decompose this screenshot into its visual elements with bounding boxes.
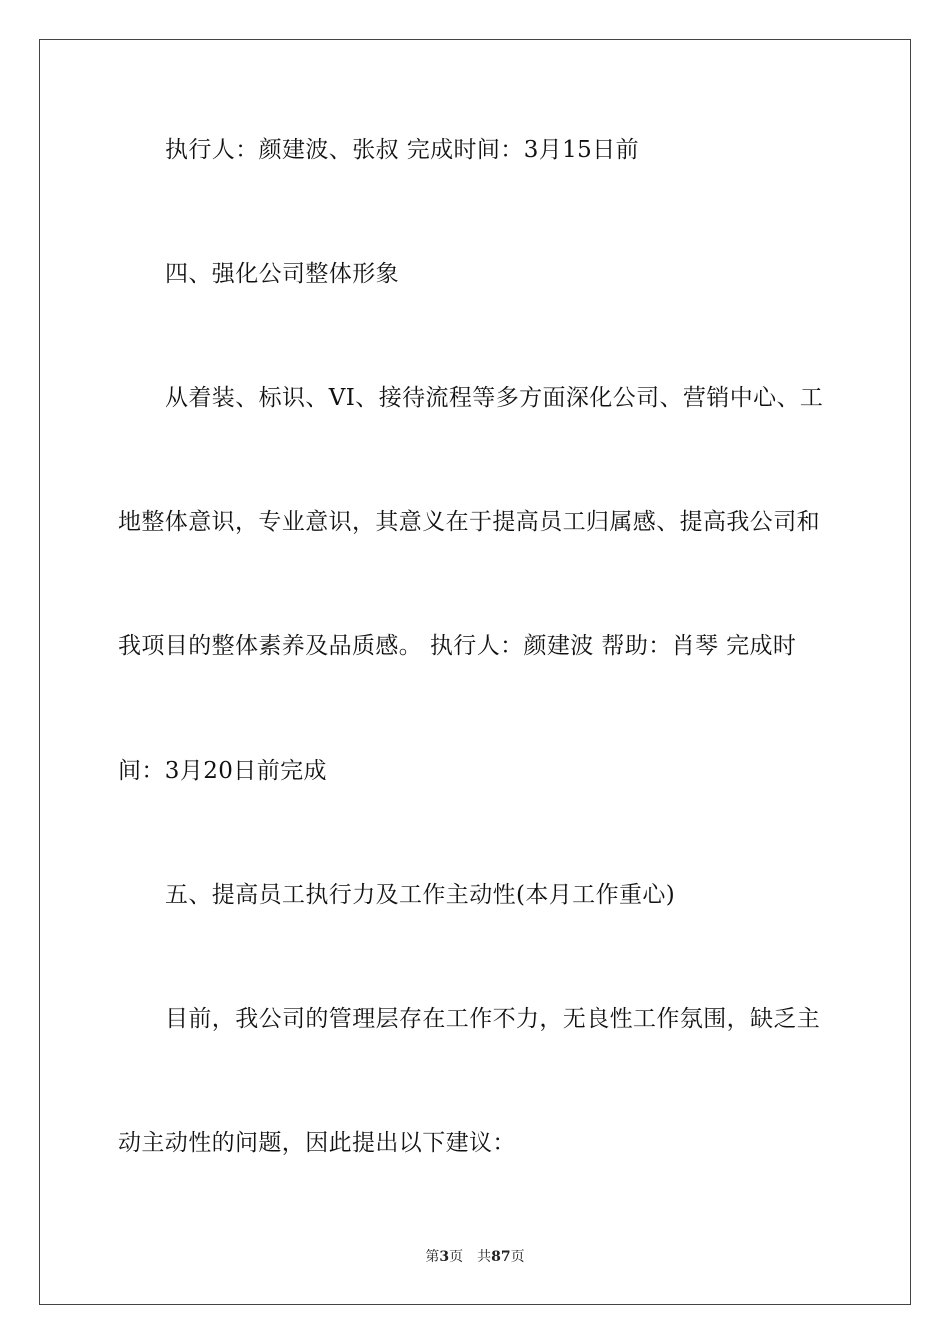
paragraph-line-executor-1: 执行人：颜建波、张叔 完成时间：3月15日前: [165, 137, 640, 163]
page-border: [39, 39, 911, 1305]
footer-total-suffix: 页: [510, 1249, 525, 1265]
page-footer: [0, 1248, 950, 1266]
section-heading-4: 四、强化公司整体形象: [165, 261, 399, 287]
paragraph-line-image-3: 我项目的整体素养及品质感。 执行人：颜建波 帮助：肖琴 完成时: [118, 633, 797, 659]
paragraph-line-image-4: 间：3月20日前完成: [118, 758, 327, 784]
footer-total-pages: 87: [491, 1249, 511, 1265]
footer-page-prefix: 第: [425, 1249, 440, 1265]
footer-page-number: 3: [439, 1249, 450, 1265]
paragraph-line-current-2: 动主动性的问题，因此提出以下建议：: [118, 1130, 516, 1156]
footer-total-prefix: 共: [477, 1249, 492, 1265]
paragraph-line-image-2: 地整体意识，专业意识，其意义在于提高员工归属感、提高我公司和: [118, 509, 820, 535]
footer-page-suffix: 页: [449, 1249, 464, 1265]
paragraph-line-image-1: 从着装、标识、VI、接待流程等多方面深化公司、营销中心、工: [165, 385, 824, 411]
paragraph-line-current-1: 目前，我公司的管理层存在工作不力，无良性工作氛围，缺乏主: [165, 1006, 821, 1032]
section-heading-5: 五、提高员工执行力及工作主动性(本月工作重心): [165, 882, 676, 908]
